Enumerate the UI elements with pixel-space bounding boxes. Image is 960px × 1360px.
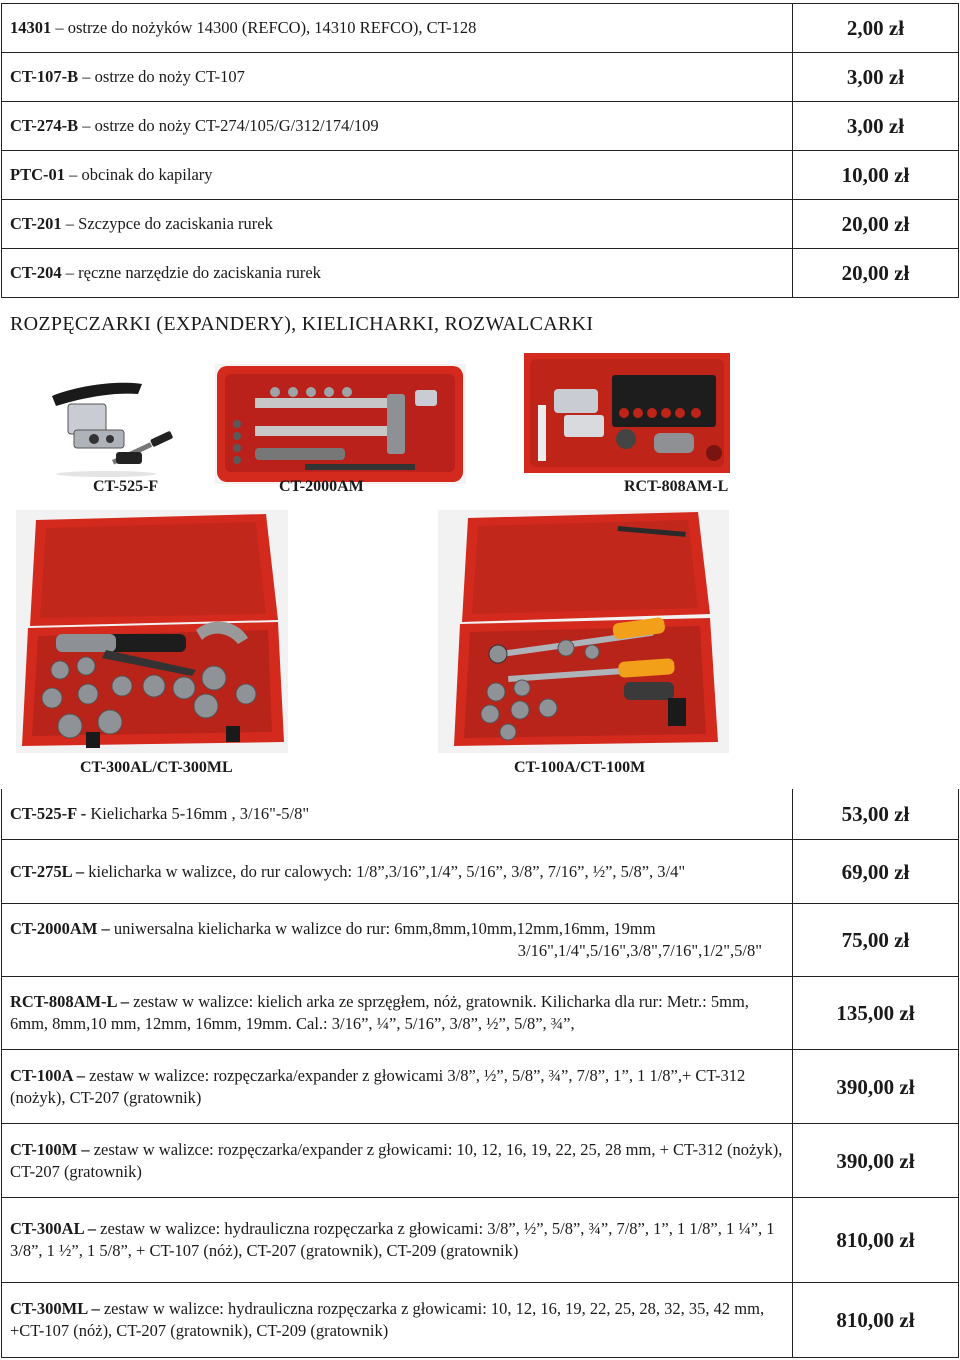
item-description xyxy=(2,1124,793,1198)
item-code: 14301 xyxy=(10,18,52,37)
item-price: 69,00 zł xyxy=(793,840,959,904)
item-code: PTC-01 xyxy=(10,165,65,184)
item-description xyxy=(2,1198,793,1283)
table-row xyxy=(2,1124,959,1198)
table-row xyxy=(2,1198,959,1283)
item-desc: ostrze do noży CT-274/105/G/312/174/109 xyxy=(94,116,379,135)
table-row xyxy=(2,4,959,53)
item-desc: Kielicharka 5-16mm , 3/16"-5/8" xyxy=(90,804,310,823)
ct-525-f-photo xyxy=(46,378,178,478)
table-row xyxy=(2,1050,959,1124)
rct-808am-l-photo xyxy=(524,353,730,473)
item-separator: – xyxy=(71,861,89,881)
item-desc: zestaw w walizce: hydrauliczna rozpęczarka z głowicami: 10, 12, 16, 19, 22, 25, 28, 32, 35, 42 mm, +CT-107 (nóż), CT-207 (gratownik), CT-209 (gratownik) xyxy=(10,1299,765,1340)
caption-ct-525-f: CT-525-F xyxy=(93,478,159,495)
caption-ct-2000am: CT-2000AM xyxy=(279,478,364,495)
item-desc-line2: 3/16",1/4",5/16",3/8",7/16",1/2",5/8" xyxy=(517,941,762,960)
item-description: PTC-01 – obcinak do kapilary xyxy=(2,151,793,200)
item-desc: Szczypce do zaciskania rurek xyxy=(78,214,273,233)
item-price: 135,00 zł xyxy=(793,977,959,1050)
table-row xyxy=(2,1283,959,1358)
bottom-price-table xyxy=(1,789,959,1358)
table-row xyxy=(2,249,959,298)
item-separator: – xyxy=(97,919,114,938)
item-price: 3,00 zł xyxy=(793,102,959,151)
item-code: CT-275L xyxy=(10,861,72,881)
item-desc: ręczne narzędzie do zaciskania rurek xyxy=(78,263,321,282)
item-code: CT-525-F xyxy=(10,804,77,823)
item-code: CT-300AL xyxy=(10,1219,84,1238)
item-desc: obcinak do kapilary xyxy=(81,165,213,184)
item-price: 10,00 zł xyxy=(793,151,959,200)
item-price: 390,00 zł xyxy=(793,1124,959,1198)
item-desc: zestaw w walizce: hydrauliczna rozpęczarka z głowicami: 3/8”, ½”, 5/8”, ¾”, 7/8”, 1”, 1 1/8”, 1 ¼”, 1 3/8”, 1 ½”, 1 5/8”, + CT-107 (nóż), CT-207 (gratownik), CT-209 (gratownik) xyxy=(10,1219,775,1260)
item-price: 2,00 zł xyxy=(793,4,959,53)
table-row xyxy=(2,102,959,151)
item-description xyxy=(2,977,793,1050)
table-row xyxy=(2,904,959,977)
table-row xyxy=(2,840,959,904)
ct-100-photo xyxy=(438,510,729,753)
item-price: 53,00 zł xyxy=(793,789,959,840)
item-description: CT-204 – ręczne narzędzie do zaciskania rurek xyxy=(2,249,793,298)
item-description: CT-201 – Szczypce do zaciskania rurek xyxy=(2,200,793,249)
top-price-table xyxy=(1,3,959,298)
item-code: CT-274-B xyxy=(10,116,79,135)
caption-ct-100: CT-100A/CT-100M xyxy=(514,759,646,776)
item-description: CT-107-B – ostrze do noży CT-107 xyxy=(2,53,793,102)
item-separator: – xyxy=(77,1139,94,1159)
item-price: 390,00 zł xyxy=(793,1050,959,1124)
item-code: CT-300ML xyxy=(10,1299,88,1318)
item-price: 3,00 zł xyxy=(793,53,959,102)
table-row xyxy=(2,151,959,200)
item-description: CT-274-B – ostrze do noży CT-274/105/G/312/174/109 xyxy=(2,102,793,151)
item-price: 20,00 zł xyxy=(793,249,959,298)
item-code: CT-100M xyxy=(10,1139,78,1159)
item-description xyxy=(2,1283,793,1358)
item-desc: zestaw w walizce: rozpęczarka/expander z głowicami 3/8”, ½”, 5/8”, ¾”, 7/8”, 1”, 1 1/8”,+ CT-312 (nożyk), CT-207 (gratownik) xyxy=(10,1065,746,1107)
table-row xyxy=(2,200,959,249)
ct-2000am-photo xyxy=(215,364,466,484)
item-code: CT-204 xyxy=(10,263,62,282)
item-separator: – xyxy=(116,992,134,1011)
item-price: 810,00 zł xyxy=(793,1198,959,1283)
item-code: CT-107-B xyxy=(10,67,79,86)
item-description xyxy=(2,840,793,904)
item-code: CT-100A xyxy=(10,1065,73,1085)
item-description: 14301 – ostrze do nożyków 14300 (REFCO), 14310 REFCO), CT-128 xyxy=(2,4,793,53)
item-desc: uniwersalna kielicharka w walizce do rur: 6mm,8mm,10mm,12mm,16mm, 19mm xyxy=(113,919,656,938)
item-desc: kielicharka w walizce, do rur calowych: 1/8”,3/16”,1/4”, 5/16”, 3/8”, 7/16”, ½”, 5/8”, 3/4" xyxy=(88,861,686,881)
item-desc: ostrze do noży CT-107 xyxy=(94,67,245,86)
item-code: RCT-808AM-L xyxy=(10,992,117,1011)
table-row xyxy=(2,789,959,840)
item-price: 20,00 zł xyxy=(793,200,959,249)
ct-300-photo xyxy=(16,510,288,753)
item-price: 810,00 zł xyxy=(793,1283,959,1358)
item-code: CT-2000AM xyxy=(10,919,98,938)
item-description xyxy=(2,1050,793,1124)
item-price: 75,00 zł xyxy=(793,904,959,977)
item-separator: – xyxy=(87,1299,104,1318)
item-separator: - xyxy=(76,804,91,823)
item-description xyxy=(2,904,793,977)
caption-ct-300: CT-300AL/CT-300ML xyxy=(80,759,233,776)
table-row xyxy=(2,977,959,1050)
table-row xyxy=(2,53,959,102)
item-desc: zestaw w walizce: kielich arka ze sprzęgłem, nóż, gratownik. Kilicharka dla rur: Metr.: 5mm, 6mm, 8mm,10 mm, 12mm, 16mm, 19mm. Cal.: 3/16”, ¼”, 5/16”, 3/8”, ½”, 5/8”, ¾”, xyxy=(10,992,749,1033)
item-code: CT-201 xyxy=(10,214,62,233)
item-separator: – xyxy=(83,1219,101,1238)
section-title: ROZPĘCZARKI (EXPANDERY), KIELICHARKI, ROZWALCARKI xyxy=(10,313,594,335)
item-description xyxy=(2,789,793,840)
caption-rct-808am-l: RCT-808AM-L xyxy=(624,478,729,495)
item-desc: zestaw w walizce: rozpęczarka/expander z głowicami: 10, 12, 16, 19, 22, 25, 28 mm, + CT-312 (nożyk), CT-207 (gratownik) xyxy=(10,1139,783,1181)
item-desc: ostrze do nożyków 14300 (REFCO), 14310 REFCO), CT-128 xyxy=(67,18,477,37)
item-separator: – xyxy=(72,1065,90,1085)
